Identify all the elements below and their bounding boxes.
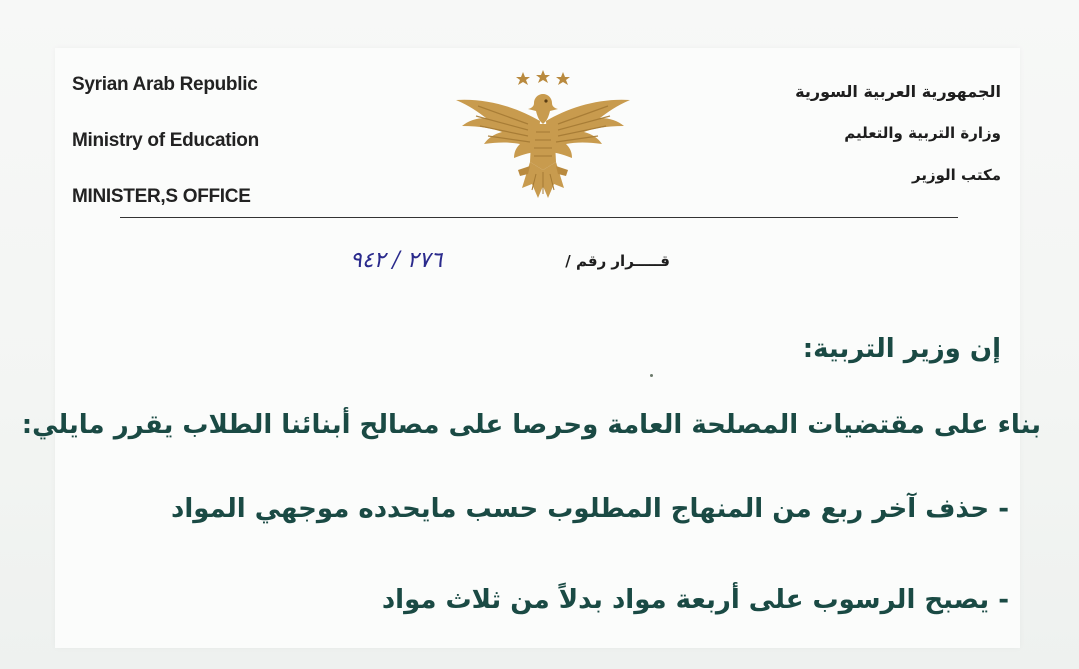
preamble-line: بناء على مقتضيات المصلحة العامة وحرصا على مصالح أبنائنا الطلاب يقرر مايلي: bbox=[21, 410, 1041, 440]
three-stars-icon bbox=[516, 70, 570, 85]
country-name-arabic: الجمهورية العربية السورية bbox=[795, 82, 1001, 101]
decision-reference bbox=[340, 250, 670, 284]
decision-number: ٢٧٦ / ٩٤٢ bbox=[350, 248, 443, 273]
decision-label: قـــــرار رقم / bbox=[565, 252, 670, 270]
ministry-name-english: Ministry of Education bbox=[72, 130, 259, 151]
golden-eagle-emblem-icon bbox=[448, 66, 638, 214]
opening-line: إن وزير التربية: bbox=[802, 334, 1001, 364]
speck bbox=[650, 374, 653, 377]
ministry-name-arabic: وزارة التربية والتعليم bbox=[844, 124, 1001, 142]
header-divider bbox=[120, 217, 958, 218]
office-name-arabic: مكتب الوزير bbox=[911, 166, 1001, 184]
decision-item-2: - يصبح الرسوب على أربعة مواد بدلاً من ثلاث مواد bbox=[381, 585, 1009, 615]
decision-item-1: - حذف آخر ربع من المنهاج المطلوب حسب مايحدده موجهي المواد bbox=[171, 494, 1009, 524]
office-name-english: MINISTER,S OFFICE bbox=[72, 186, 251, 207]
country-name-english: Syrian Arab Republic bbox=[72, 74, 258, 95]
